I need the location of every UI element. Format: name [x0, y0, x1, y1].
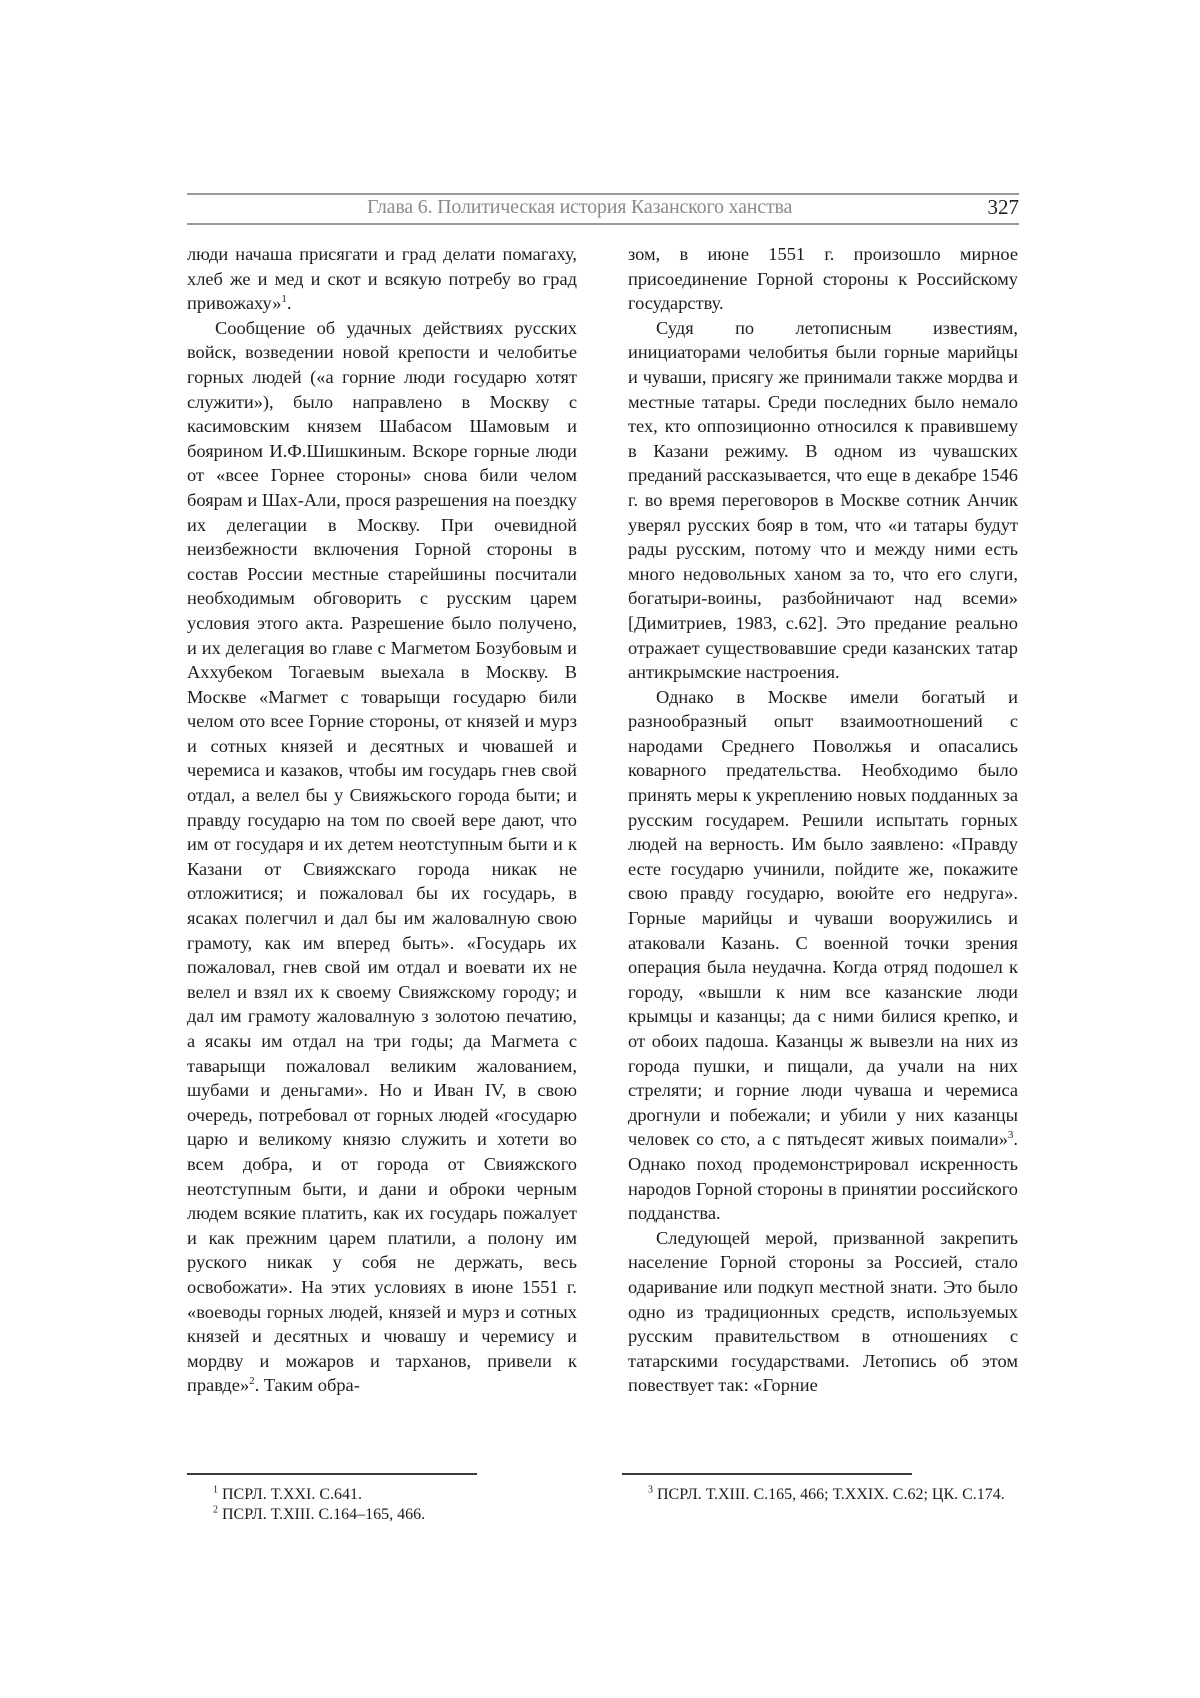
paragraph [628, 1226, 1018, 1398]
paragraph-tail: . Однако поход продемонстрировал искренность народов Горной стороны в принятии российского подданства. [628, 1129, 1018, 1224]
page-number: 327 [987, 195, 1019, 219]
paragraph-text: Судя по летописным известиям, инициаторами челобитья были горные марийцы и чуваши, присягу же принимали также мордва и местные татары. Среди последних было немало тех, кто оппозиционно относился к правившему в Казани режиму. В одном из чувашских преданий рассказывается, что еще в декабре 1546 г. во время переговоров в Москве сотник Анчик уверял русских бояр в том, что «и татары будут рады русским, потому что и между ними есть много недовольных ханом за то, что его слуги, богатыри-воины, разбойничают над всеми» [Димитриев, 1983, с.62]. Это предание реально отражает существовавшие среди казанских татар антикрымские настроения. [628, 317, 1018, 683]
header-rule-bottom [187, 223, 1019, 225]
header-rule-top [187, 193, 1019, 195]
running-title: Глава 6. Политическая история Казанского ханства [367, 196, 793, 218]
footnote-rule-left [187, 1473, 477, 1475]
right-column [628, 242, 1018, 1398]
footnote-number: 3 [648, 1484, 653, 1496]
paragraph-tail: . Таким обра- [254, 1375, 360, 1396]
footnotes-right [622, 1485, 1020, 1505]
paragraph [187, 316, 577, 1398]
footnote-ref[interactable]: 2 [249, 1375, 255, 1388]
paragraph-tail: . [286, 293, 292, 314]
paragraph [628, 685, 1018, 1226]
footnote-rule-right [622, 1473, 912, 1475]
footnote-ref[interactable]: 3 [1007, 1129, 1014, 1142]
footnote-ref[interactable]: 1 [281, 293, 287, 306]
footnote [187, 1485, 587, 1505]
paragraph [187, 242, 577, 316]
footnotes-left [187, 1485, 587, 1525]
paragraph-text: зом, в июне 1551 г. произошло мирное присоединение Горной стороны к Российскому государству. [628, 244, 1018, 314]
footnote-text: ПСРЛ. Т.XXI. С.641. [218, 1486, 363, 1503]
paragraph-text: люди начаша присягати и град делати помагаху, хлеб же и мед и скот и всякую потребу во град привожаху» [187, 244, 577, 314]
footnote [622, 1485, 1020, 1505]
left-column [187, 242, 577, 1398]
footnote-text: ПСРЛ. Т.XIII. С.164–165, 466. [218, 1506, 426, 1523]
paragraph [628, 242, 1018, 316]
paragraph-text: Следующей мерой, призванной закрепить население Горной стороны за Россией, стало одаривание или подкуп местной знати. Это было одно из традиционных средств, используемых русским правительством в отношениях с татарскими государствами. Летопись об этом повествует так: «Горние [628, 1227, 1018, 1396]
footnote-number: 1 [213, 1484, 218, 1496]
paragraph-text: Сообщение об удачных действиях русских войск, возведении новой крепости и челобитье горных людей («а горние люди государю хотят служити»), было направлено в Москву с касимовским князем Шабасом Шамовым и боярином И.Ф.Шишкиным. Вскоре горные люди от «всее Горнее стороны» снова били челом боярам и Шах-Али, прося разрешения на поездку их делегации в Москву. При очевидной неизбежности включения Горной стороны в состав России местные старейшины посчитали необходимым обговорить с русским царем условия этого акта. Разрешение было получено, и их делегация во главе с Магметом Бозубовым и Аххубеком Тогаевым выехала в Москву. В Москве «Магмет с товарыщи государю били челом ото всее Горние стороны, от князей и мурз и сотных князей и десятных и чювашей и черемиса и казаков, чтобы им государь гнев свой отдал, а велел бы у Свияжьского города быти; и правду государю на том по своей вере дают, что им от государя и их детем неотступным быти и к Казани от Свияжскаго города никак не отложитися; и пожаловал бы их государь, в ясаках полегчил и дал бы им жаловалную свою грамоту, как им вперед быть». «Государь их пожаловал, гнев свой им отдал и воевати их не велел и взял их к своему Свияжскому городу; и дал им грамоту жаловалную з золотою печатию, а ясакы им отдал на три годы; да Магмета с таварыщи пожаловал великим жалованием, шубами и деньгами». Но и Иван IV, в свою очередь, потребовал от горных людей «государю царю и великому князю служить и хотети во всем добра, и от города от Свияжского неотступным быти, и дани и оброки черным людем всякие платить, как их государь пожалует и как прежним царем платили, а полону им руского никак у собя не держать, весь освобожати». На этих условиях в июне 1551 г. «воеводы горных людей, князей и мурз и сотных князей и десятных и чювашу и черемису и мордву и можаров и тарханов, привели к правде» [187, 317, 577, 1396]
footnote-text: ПСРЛ. Т.XIII. С.165, 466; Т.XXIX. С.62; ЦК. С.174. [653, 1486, 1005, 1503]
paragraph [628, 316, 1018, 685]
footnote [187, 1505, 587, 1525]
footnote-number: 2 [213, 1504, 218, 1516]
paragraph-text: Однако в Москве имели богатый и разнообразный опыт взаимоотношений с народами Среднего Поволжья и опасались коварного предательства. Необходимо было принять меры к укреплению новых подданных за русским государем. Решили испытать горных людей на верность. Им было заявлено: «Правду есте государю учинили, пойдите же, покажите свою правду государю, воюйте его недруга». Горные марийцы и чуваши вооружились и атаковали Казань. С военной точки зрения операция была неудачна. Когда отряд подошел к городу, «вышли к ним все казанские люди крымцы и казанцы; да с ними билися крепко, и от обоих падоша. Казанцы ж вывезли на них из города пушки, и пищали, да учали на них стреляти; и горние люди чуваша и черемиса дрогнули и побежали; и убили у них казанцы человек со сто, а с пятьдесят живых поимали» [628, 686, 1018, 1150]
